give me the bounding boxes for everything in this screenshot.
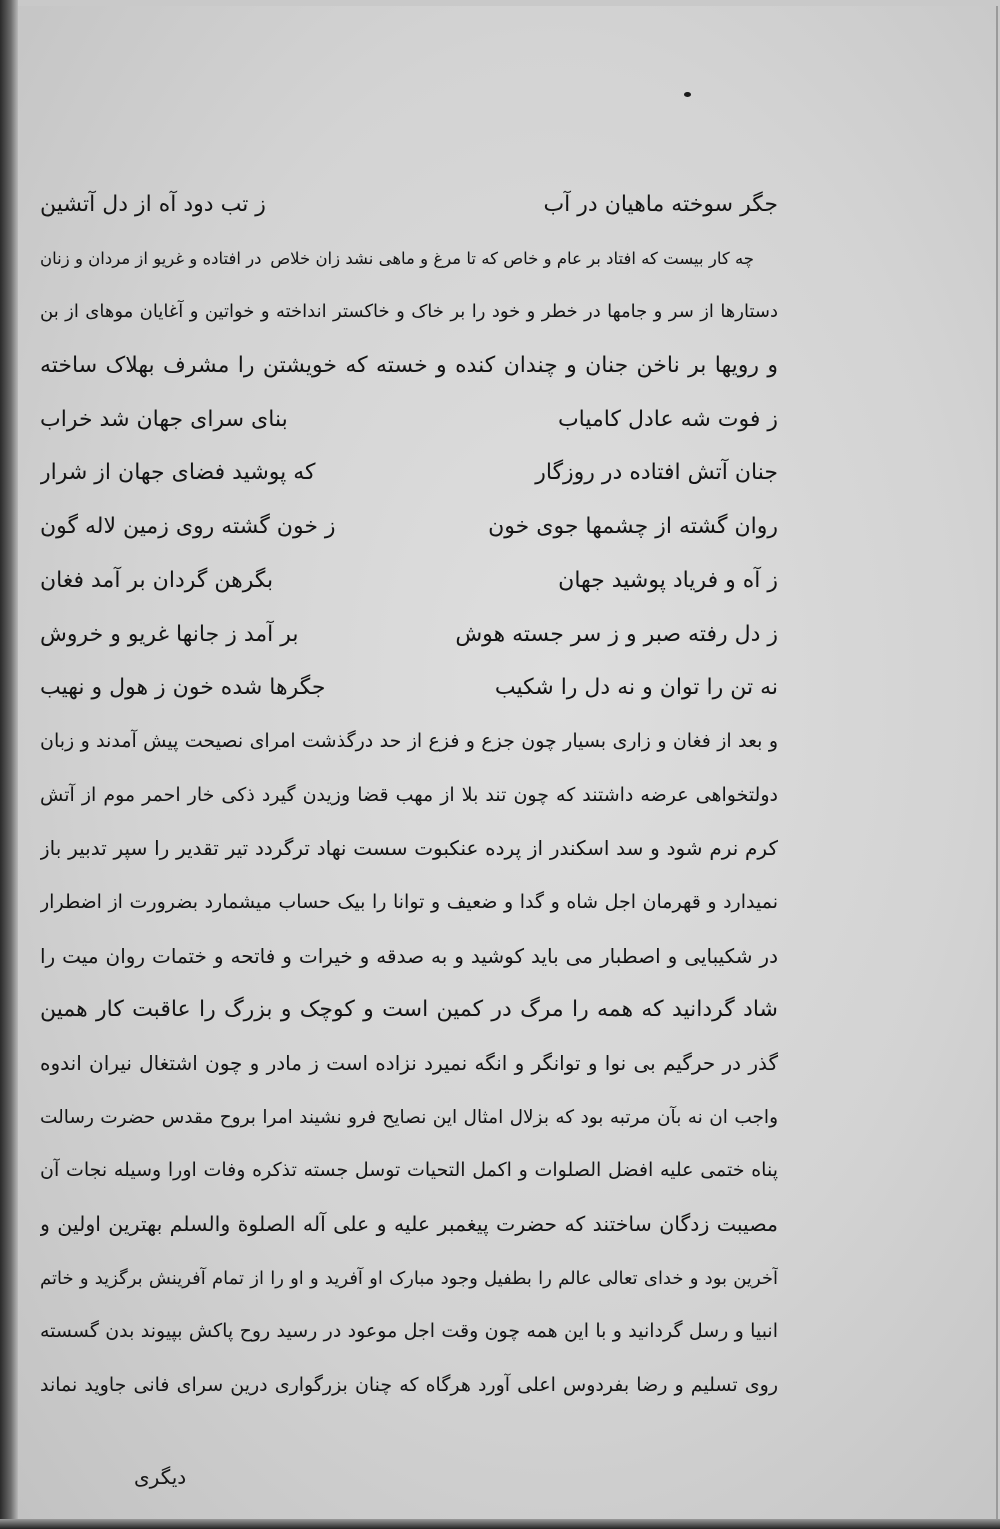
hemistich-left: بنای سرای جهان شد خراب [40,406,288,432]
line-text: و رویها بر ناخن جنان و چندان کنده و خسته که خویشتن را مشرف بهلاک ساخته [40,353,778,379]
prose-line [40,285,778,339]
line-text: واجب ان نه بآن مرتبه بود که بزلال امثال این نصایح فرو نشیند امرا بروح مقدس حضرت رسالت [40,1106,778,1128]
hemistich-left: بر آمد ز جانها غریو و خروش [40,621,299,647]
line-text: نمیدارد و قهرمان اجل شاه و گدا و ضعیف و توانا را بیک حساب میشمارد بضرورت از اضطرار [40,890,778,913]
line-text: مصیبت زدگان ساختند که حضرت پیغمبر علیه و علی آله الصلوة والسلم بهترین اولین و [40,1212,778,1237]
line-text: در افتاده و غریو از مردان و زنان [40,248,262,268]
interlinear-verse: چه کار بیست که افتاد بر عام و خاص که تا مرغ و ماهی نشد زان خلاص [270,248,754,268]
line-text: دستارها از سر و جامها در خطر و خود را بر خاک و خاکستر انداخته و خواتین و آغایان موهای از بن [40,301,778,323]
line-text: دولتخواهی عرضه داشتند که چون تند بلا از مهب قضا وزیدن گیرد ذکی خار احمر موم از آتش [40,783,778,806]
prose-line [40,983,778,1037]
verse-line [40,608,778,662]
line-text: در شکیبایی و اصطبار می باید کوشید و به صدقه و خیرات و فاتحه و ختمات روان میت را [40,943,778,968]
prose-line [40,1091,778,1145]
prose-line [40,1305,778,1359]
prose-line [40,876,778,930]
prose-line [40,1252,778,1306]
line-text: شاد گردانید که همه را مرگ در کمین است و کوچک و بزرگ را عاقبت کار همین [40,997,778,1023]
hemistich-right: نه تن را توان و نه دل را شکیب [494,675,778,701]
line-text: کرم نرم شود و سد اسکندر از پرده عنکبوت سست نهاد ترگردد تیر تقدیر را سپر تدبیر باز [40,836,778,861]
verse-line [40,446,778,500]
prose-line [40,1144,778,1198]
prose-line [40,822,778,876]
hemistich-right: جگر سوخته ماهیان در آب [543,192,778,217]
prose-line [40,769,778,823]
line-text: روی تسلیم و رضا بفردوس اعلی آورد هرگاه که چنان بزرگواری درین سرای فانی جاوید نماند [40,1374,778,1397]
line-text: آخرین بود و خدای تعالی عالم را بطفیل وجود مبارک او آفرید و او را از تمام آفرینش برگزید و خاتم [40,1267,778,1289]
verse-line [40,393,778,447]
prose-line [40,930,778,984]
verse-line [40,178,778,232]
prose-line [40,232,778,286]
prose-line [40,339,778,393]
hemistich-right: ز دل رفته صبر و ز سر جسته هوش [455,621,778,647]
line-text: پناه ختمی علیه افضل الصلوات و اکمل التحیات توسل جسته تذکره وفات اورا وسیله نجات آن [40,1159,778,1182]
catchword: دیگری [134,1465,187,1489]
hemistich-right: ز فوت شه عادل کامیاب [557,406,778,432]
prose-line [40,1037,778,1091]
verse-line [40,554,778,608]
hemistich-right: ز آه و فریاد پوشید جهان [558,567,778,593]
bottom-edge-shadow [0,1519,1000,1529]
binding-shadow [0,0,18,1529]
hemistich-left: جگرها شده خون ز هول و نهیب [40,675,326,701]
manuscript-text-block [40,178,778,1413]
verse-line [40,661,778,715]
prose-line [40,1359,778,1413]
verse-line [40,500,778,554]
prose-line [40,1198,778,1252]
line-text: انبیا و رسل گردانید و با این همه چون وقت اجل موعود در رسید روح پاکش بپیوند بدن گسسته [40,1320,778,1343]
hemistich-left: ز خون گشته روی زمین لاله گون [40,514,336,540]
hemistich-left: بگرهن گردان بر آمد فغان [40,567,274,593]
line-text: و بعد از فغان و زاری بسیار چون جزع و فزع از حد درگذشت امرای نصیحت پیش آمدند و زبان [40,729,778,752]
ink-dot [684,92,691,97]
hemistich-left: ز تب دود آه از دل آتشین [40,192,266,217]
hemistich-right: روان گشته از چشمها جوی خون [488,514,778,540]
hemistich-left: که پوشید فضای جهان از شرار [40,460,316,486]
line-text: گذر در حرگیم بی نوا و توانگر و انگه نمیرد نزاده است ز مادر و چون اشتغال نیران اندوه [40,1051,778,1075]
hemistich-right: جنان آتش افتاده در روزگار [535,460,778,486]
prose-line [40,715,778,769]
